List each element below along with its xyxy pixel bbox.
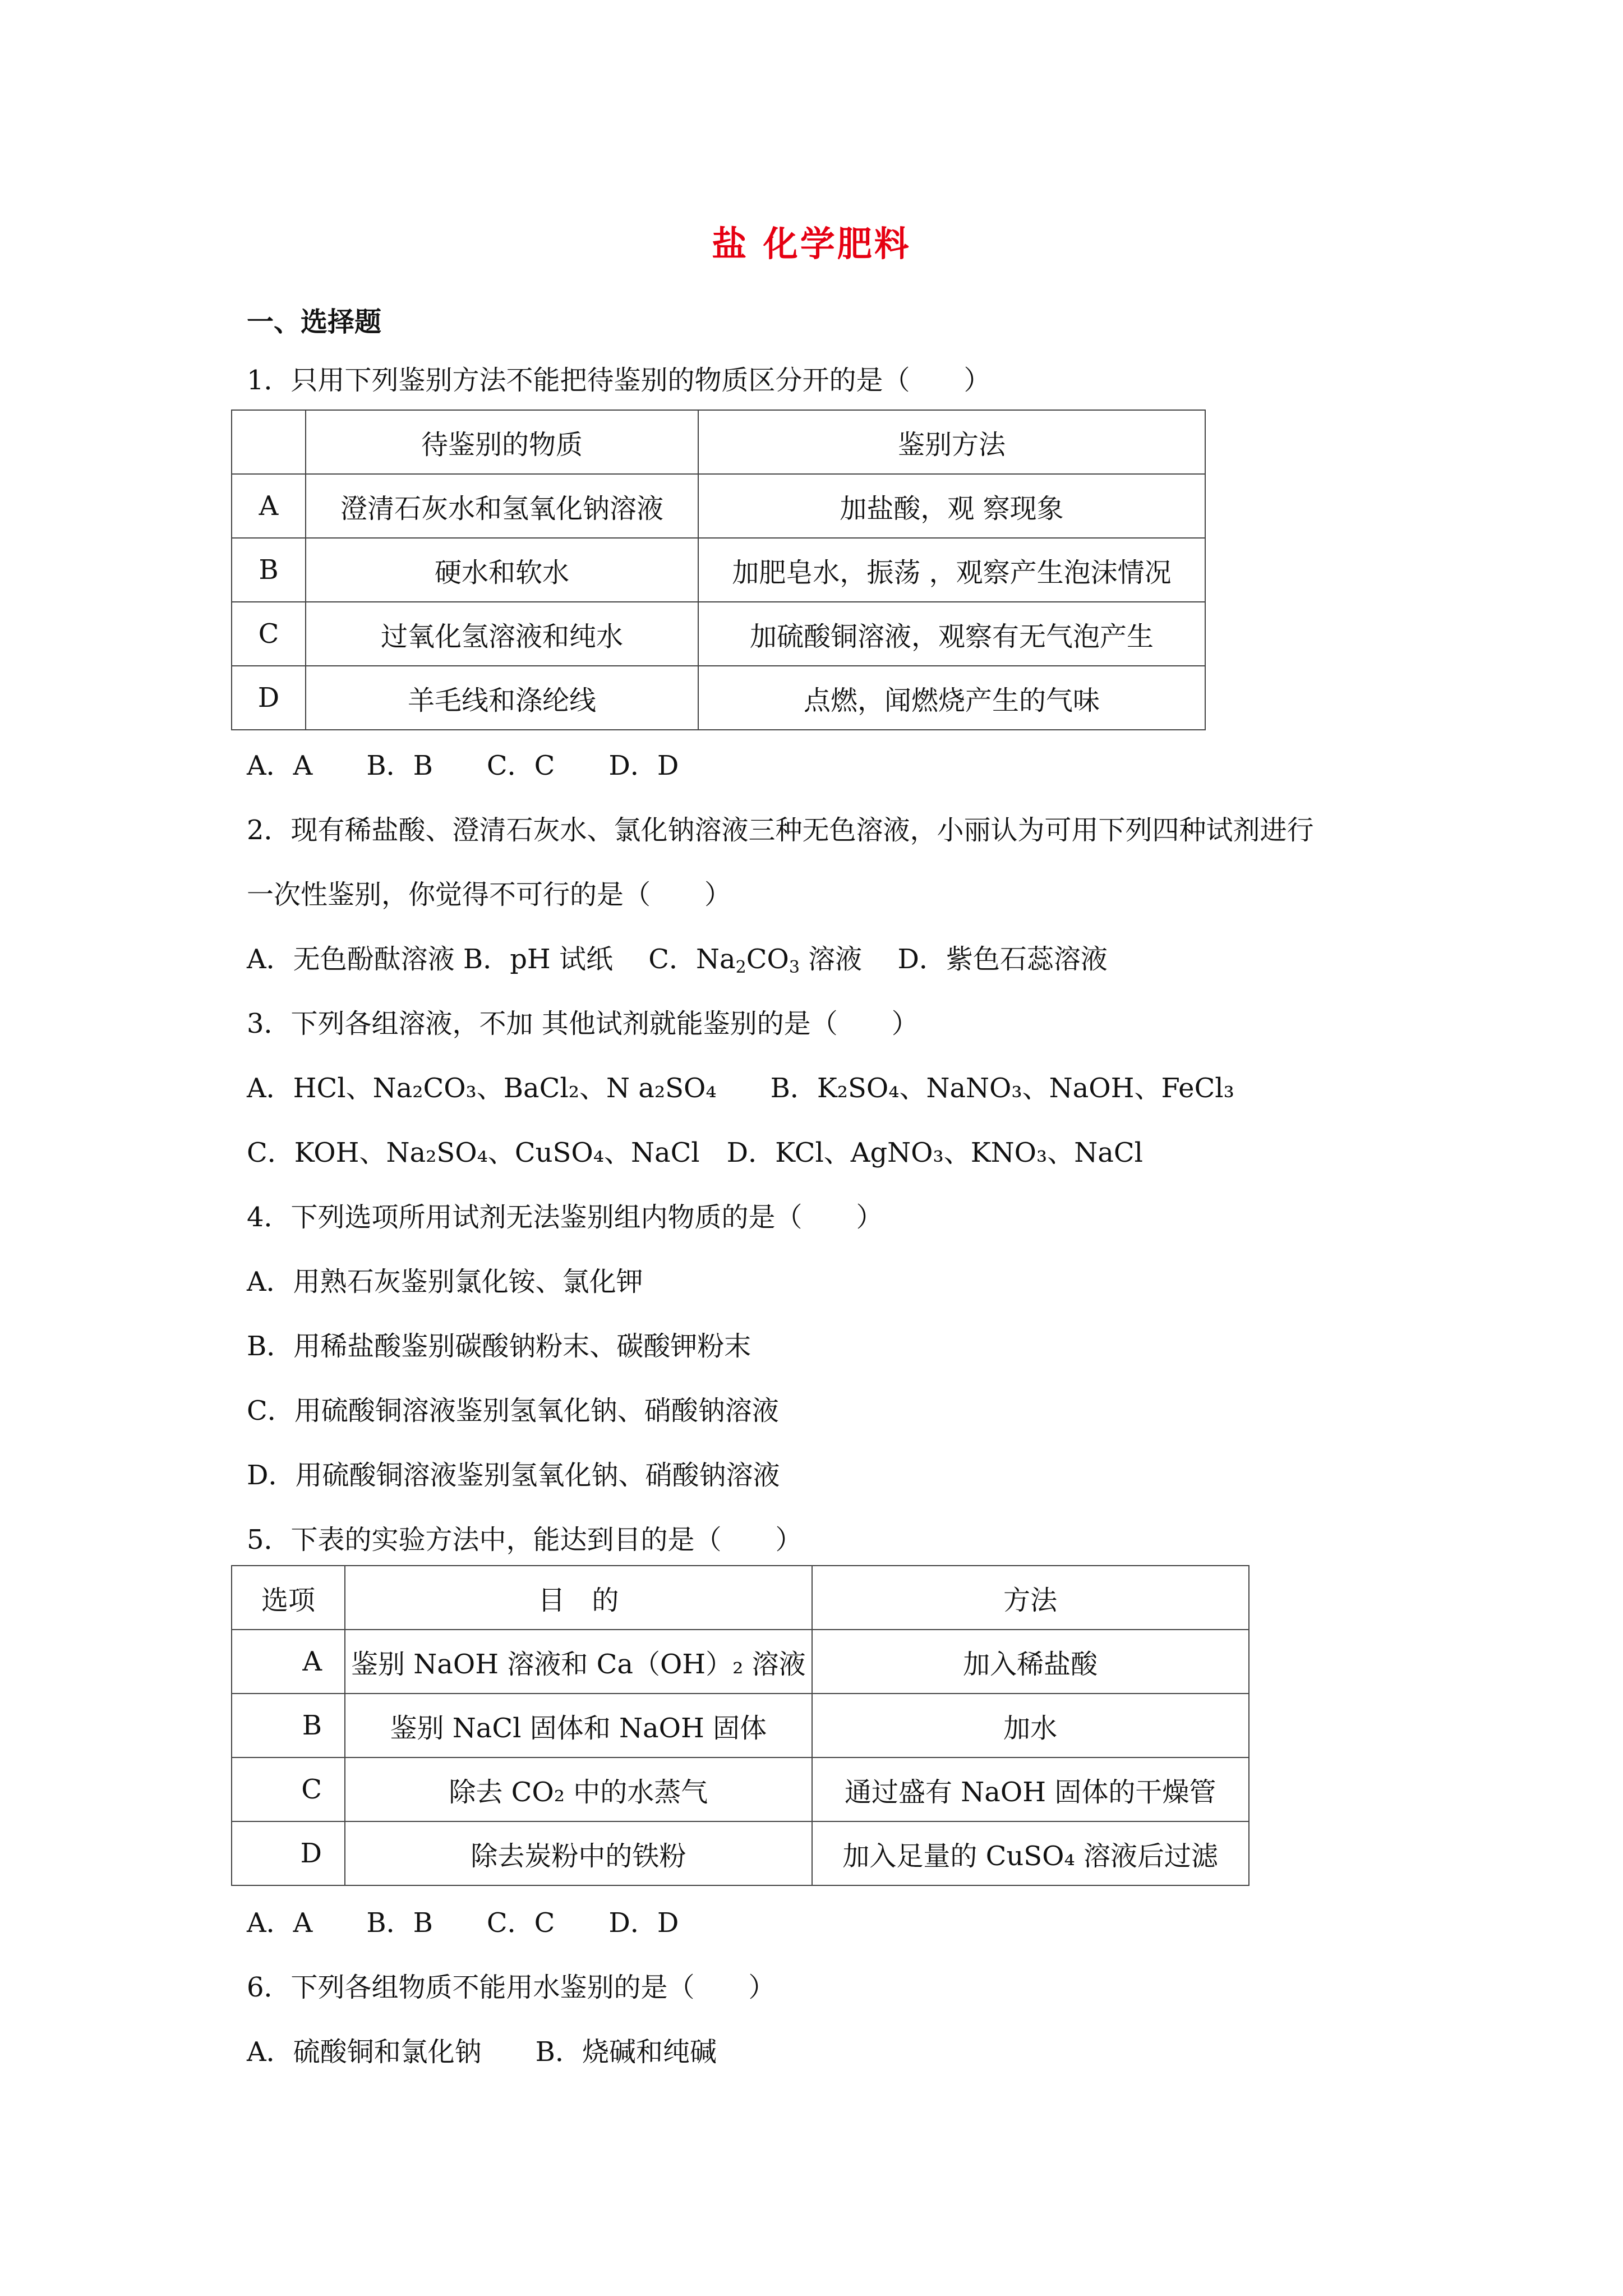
table-cell: A [232, 1630, 345, 1694]
q4-option-d: D．用硫酸铜溶液鉴别氢氧化钠、硝酸钠溶液 [247, 1460, 780, 1491]
table-cell: 通过盛有 NaOH 固体的干燥管 [812, 1757, 1249, 1821]
q5-stem: 5．下表的实验方法中，能达到目的是（ ） [247, 1524, 803, 1556]
table-cell: A [232, 474, 306, 538]
table-cell: 加肥皂水，振荡 ，观察产生泡沫情况 [698, 538, 1205, 602]
q1-options: A．A B．B C．C D．D [247, 750, 679, 781]
q4-option-b: B．用稀盐酸鉴别碳酸钠粉末、碳酸钾粉末 [247, 1331, 751, 1362]
table-header-row [232, 1566, 1249, 1630]
q3-options-cd: C．KOH、Na₂SO₄、CuSO₄、NaCl D．KCl、AgNO₃、KNO₃、NaCl [247, 1137, 1143, 1168]
table-row [232, 1821, 1249, 1885]
q4-option-a: A．用熟石灰鉴别氯化铵、氯化钾 [247, 1266, 643, 1297]
q2-stem-line2: 一次性鉴别，你觉得不可行的是（ ） [247, 879, 732, 910]
table-cell: 加入足量的 CuSO₄ 溶液后过滤 [812, 1821, 1249, 1885]
table-row [232, 602, 1205, 666]
table-cell: 羊毛线和涤纶线 [306, 666, 698, 730]
table-cell: D [232, 666, 306, 730]
q2-options-part: CO [746, 944, 789, 975]
table-header-cell: 方法 [812, 1566, 1249, 1630]
table-row [232, 666, 1205, 730]
q2-stem-line1: 2．现有稀盐酸、澄清石灰水、氯化钠溶液三种无色溶液，小丽认为可用下列四种试剂进行 [247, 815, 1314, 846]
table-row [232, 538, 1205, 602]
table-row [232, 474, 1205, 538]
table-row [232, 1757, 1249, 1821]
table-cell: B [232, 1694, 345, 1757]
q2-options [247, 942, 1108, 976]
table-cell: D [232, 1821, 345, 1885]
q6-options: A．硫酸铜和氯化钠 B．烧碱和纯碱 [247, 2036, 717, 2068]
table-header-cell: 鉴别方法 [698, 410, 1205, 474]
table-cell: 加水 [812, 1694, 1249, 1757]
q3-stem: 3．下列各组溶液，不加 其他试剂就能鉴别的是（ ） [247, 1008, 919, 1039]
table-header-cell: 选项 [232, 1566, 345, 1630]
subscript: 2 [735, 958, 746, 977]
q4-option-c: C．用硫酸铜溶液鉴别氢氧化钠、硝酸钠溶液 [247, 1395, 779, 1427]
table-cell: 过氧化氢溶液和纯水 [306, 602, 698, 666]
page-title: 盐 化学肥料 [712, 223, 911, 264]
q2-options-part: A．无色酚酞溶液 B．pH 试纸 C．Na [247, 944, 736, 975]
table-header-cell [232, 410, 306, 474]
table-cell: 加盐酸，观 察现象 [698, 474, 1205, 538]
table-cell: 鉴别 NaCl 固体和 NaOH 固体 [345, 1694, 812, 1757]
table-cell: 澄清石灰水和氢氧化钠溶液 [306, 474, 698, 538]
q6-stem: 6．下列各组物质不能用水鉴别的是（ ） [247, 1972, 776, 2003]
table-header-row [232, 410, 1205, 474]
table-header-cell: 待鉴别的物质 [306, 410, 698, 474]
q2-options-part: 溶液 D．紫色石蕊溶液 [799, 944, 1108, 975]
q3-options-ab: A．HCl、Na₂CO₃、BaCl₂、N a₂SO₄ B．K₂SO₄、NaNO₃、NaOH、FeCl₃ [247, 1073, 1234, 1104]
table-header-cell: 目 的 [345, 1566, 812, 1630]
q5-options: A．A B．B C．C D．D [247, 1907, 679, 1939]
table-row [232, 1630, 1249, 1694]
table-cell: 加硫酸铜溶液，观察有无气泡产生 [698, 602, 1205, 666]
table-cell: 加入稀盐酸 [812, 1630, 1249, 1694]
table-row [232, 1694, 1249, 1757]
q1-table [231, 409, 1206, 730]
section-heading: 一、选择题 [247, 306, 382, 338]
table-cell: B [232, 538, 306, 602]
table-cell: C [232, 602, 306, 666]
table-cell: 点燃，闻燃烧产生的气味 [698, 666, 1205, 730]
table-cell: C [232, 1757, 345, 1821]
subscript: 3 [789, 958, 800, 977]
q1-stem: 1．只用下列鉴别方法不能把待鉴别的物质区分开的是（ ） [247, 365, 991, 396]
q4-stem: 4．下列选项所用试剂无法鉴别组内物质的是（ ） [247, 1202, 883, 1233]
table-cell: 除去 CO₂ 中的水蒸气 [345, 1757, 812, 1821]
q5-table [231, 1565, 1249, 1886]
table-cell: 除去炭粉中的铁粉 [345, 1821, 812, 1885]
table-cell: 鉴别 NaOH 溶液和 Ca（OH）₂ 溶液 [345, 1630, 812, 1694]
table-cell: 硬水和软水 [306, 538, 698, 602]
